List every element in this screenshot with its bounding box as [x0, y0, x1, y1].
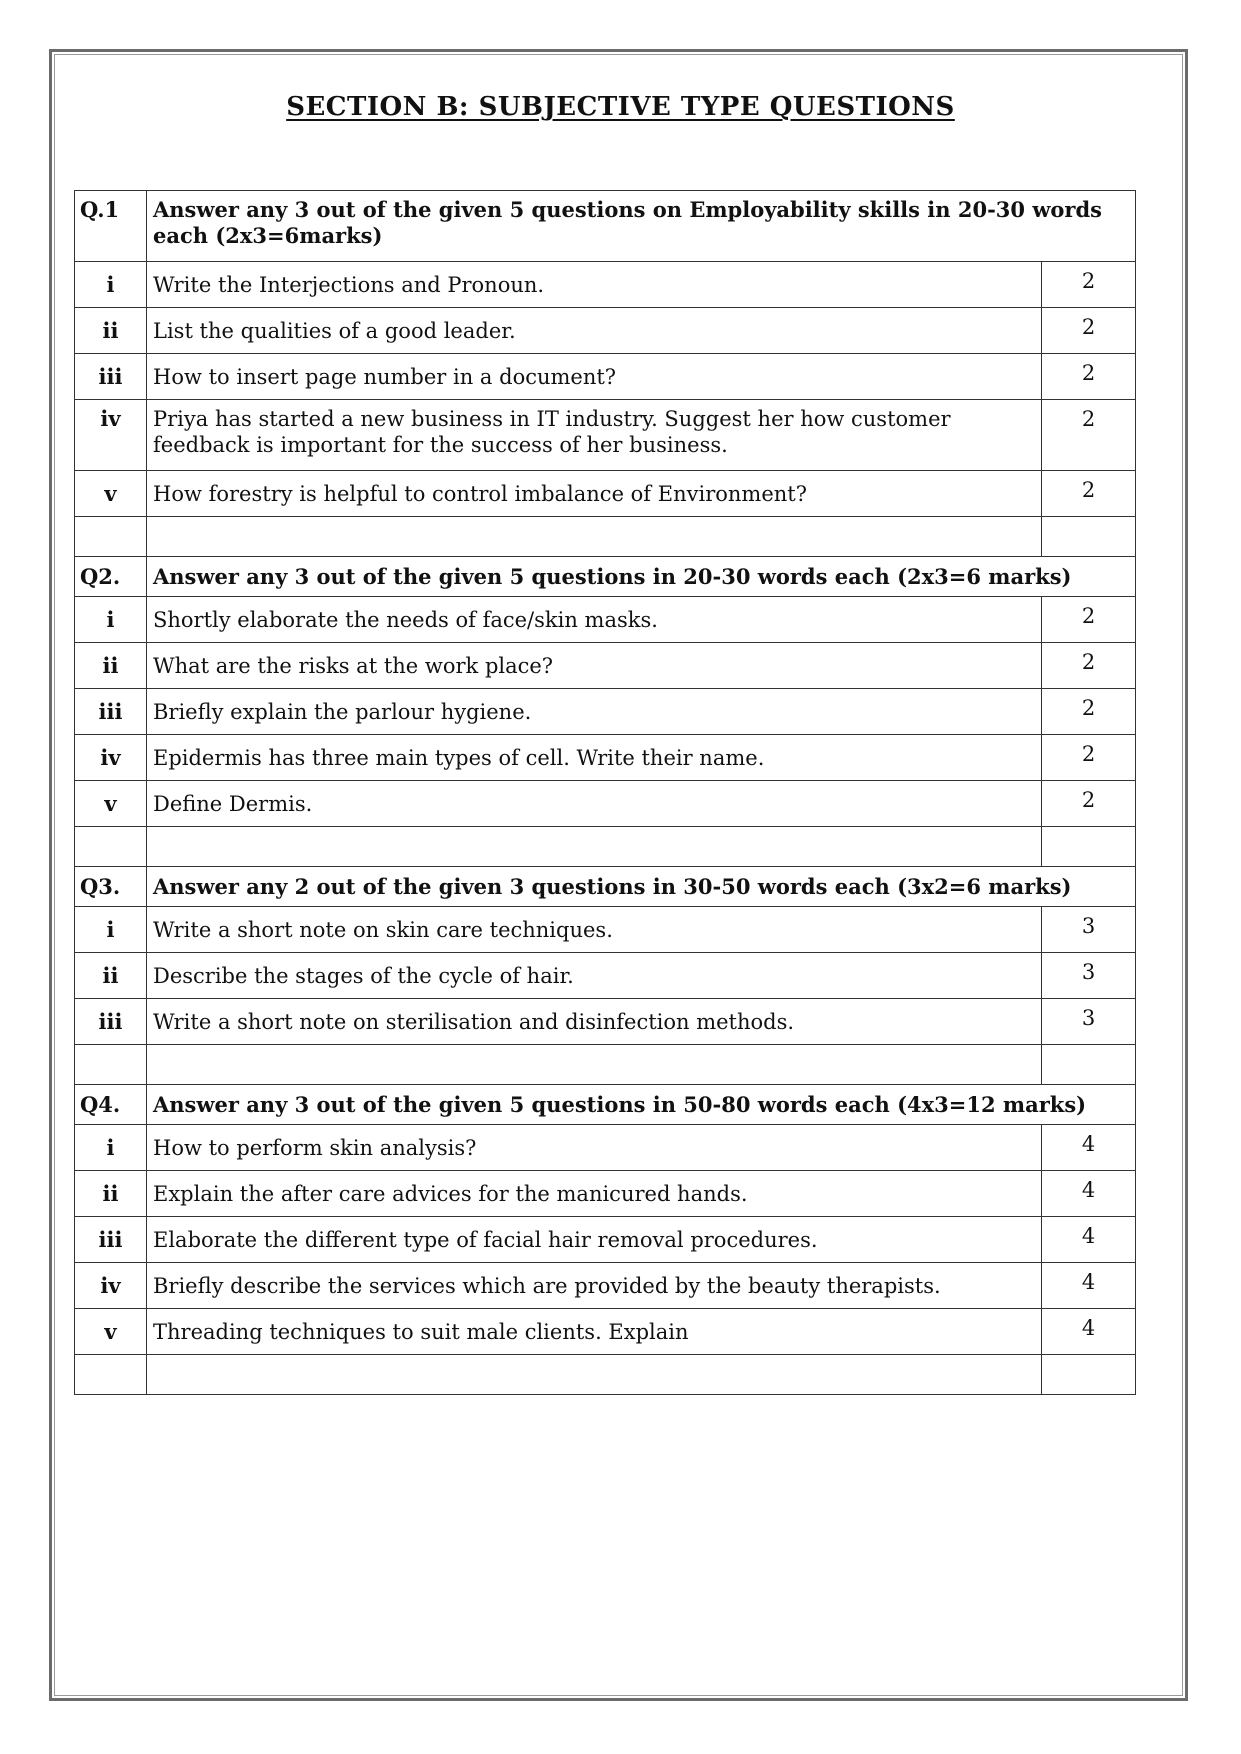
question-number: Q4.: [75, 1085, 147, 1125]
item-number: i: [75, 597, 147, 643]
item-number: v: [75, 781, 147, 827]
item-marks: 4: [1042, 1171, 1136, 1217]
question-instruction: Answer any 3 out of the given 5 questions in 20-30 words each (2x3=6 marks): [147, 557, 1136, 597]
item-number: ii: [75, 953, 147, 999]
blank-cell: [75, 827, 147, 867]
item-number: iv: [75, 1263, 147, 1309]
question-item-row: [75, 471, 1136, 517]
question-item-row: [75, 953, 1136, 999]
item-marks: 2: [1042, 471, 1136, 517]
item-text: How to perform skin analysis?: [147, 1125, 1042, 1171]
blank-cell: [1042, 1355, 1136, 1395]
item-text: Elaborate the different type of facial hair removal procedures.: [147, 1217, 1042, 1263]
question-item-row: [75, 735, 1136, 781]
question-item-row: [75, 1263, 1136, 1309]
question-item-row: [75, 643, 1136, 689]
item-number: iii: [75, 354, 147, 400]
blank-cell: [1042, 827, 1136, 867]
item-text: List the qualities of a good leader.: [147, 308, 1042, 354]
item-text: Epidermis has three main types of cell. Write their name.: [147, 735, 1042, 781]
blank-cell: [1042, 1045, 1136, 1085]
item-text: Write a short note on skin care techniques.: [147, 907, 1042, 953]
item-number: iii: [75, 999, 147, 1045]
question-item-row: [75, 308, 1136, 354]
question-instruction: Answer any 2 out of the given 3 questions in 30-50 words each (3x2=6 marks): [147, 867, 1136, 907]
question-item-row: [75, 907, 1136, 953]
question-item-row: [75, 1171, 1136, 1217]
question-item-row: [75, 262, 1136, 308]
question-number: Q3.: [75, 867, 147, 907]
item-number: iii: [75, 689, 147, 735]
item-text: Briefly describe the services which are provided by the beauty therapists.: [147, 1263, 1042, 1309]
item-marks: 2: [1042, 400, 1136, 471]
question-item-row: [75, 1309, 1136, 1355]
item-marks: 4: [1042, 1309, 1136, 1355]
question-item-row: [75, 400, 1136, 471]
item-number: v: [75, 471, 147, 517]
item-marks: 3: [1042, 999, 1136, 1045]
item-number: i: [75, 262, 147, 308]
blank-row: [75, 1355, 1136, 1395]
item-text: Explain the after care advices for the manicured hands.: [147, 1171, 1042, 1217]
item-marks: 3: [1042, 953, 1136, 999]
item-number: i: [75, 907, 147, 953]
blank-cell: [1042, 517, 1136, 557]
blank-cell: [75, 1355, 147, 1395]
question-number: Q.1: [75, 191, 147, 262]
item-marks: 2: [1042, 308, 1136, 354]
item-text: How forestry is helpful to control imbalance of Environment?: [147, 471, 1042, 517]
item-number: iv: [75, 735, 147, 781]
item-text: Describe the stages of the cycle of hair.: [147, 953, 1042, 999]
blank-row: [75, 1045, 1136, 1085]
item-text: Threading techniques to suit male clients. Explain: [147, 1309, 1042, 1355]
item-text: Shortly elaborate the needs of face/skin masks.: [147, 597, 1042, 643]
item-text: How to insert page number in a document?: [147, 354, 1042, 400]
item-marks: 2: [1042, 689, 1136, 735]
question-header-row: [75, 867, 1136, 907]
item-marks: 4: [1042, 1125, 1136, 1171]
item-marks: 4: [1042, 1217, 1136, 1263]
item-marks: 2: [1042, 597, 1136, 643]
question-header-row: [75, 1085, 1136, 1125]
question-item-row: [75, 1125, 1136, 1171]
question-item-row: [75, 354, 1136, 400]
question-item-row: [75, 597, 1136, 643]
blank-cell: [75, 1045, 147, 1085]
item-text: What are the risks at the work place?: [147, 643, 1042, 689]
question-instruction: Answer any 3 out of the given 5 questions in 50-80 words each (4x3=12 marks): [147, 1085, 1136, 1125]
item-text: Define Dermis.: [147, 781, 1042, 827]
section-title: SECTION B: SUBJECTIVE TYPE QUESTIONS: [286, 92, 955, 122]
question-number: Q2.: [75, 557, 147, 597]
item-number: v: [75, 1309, 147, 1355]
question-header-row: [75, 557, 1136, 597]
blank-row: [75, 827, 1136, 867]
blank-cell: [147, 517, 1042, 557]
question-item-row: [75, 1217, 1136, 1263]
item-marks: 2: [1042, 735, 1136, 781]
item-marks: 2: [1042, 781, 1136, 827]
item-number: ii: [75, 643, 147, 689]
question-item-row: [75, 781, 1136, 827]
item-number: ii: [75, 1171, 147, 1217]
questions-table: [74, 190, 1136, 1395]
question-instruction: Answer any 3 out of the given 5 questions on Employability skills in 20-30 words each (2x3=6marks): [147, 191, 1136, 262]
question-item-row: [75, 689, 1136, 735]
blank-cell: [147, 1045, 1042, 1085]
item-marks: 2: [1042, 354, 1136, 400]
item-marks: 4: [1042, 1263, 1136, 1309]
blank-row: [75, 517, 1136, 557]
blank-cell: [147, 827, 1042, 867]
item-text: Briefly explain the parlour hygiene.: [147, 689, 1042, 735]
item-text: Priya has started a new business in IT industry. Suggest her how customer feedback is important for the success of her business.: [147, 400, 1042, 471]
item-number: i: [75, 1125, 147, 1171]
blank-cell: [147, 1355, 1042, 1395]
item-number: iv: [75, 400, 147, 471]
blank-cell: [75, 517, 147, 557]
item-number: ii: [75, 308, 147, 354]
item-text: Write the Interjections and Pronoun.: [147, 262, 1042, 308]
item-marks: 3: [1042, 907, 1136, 953]
item-marks: 2: [1042, 643, 1136, 689]
item-text: Write a short note on sterilisation and disinfection methods.: [147, 999, 1042, 1045]
question-header-row: [75, 191, 1136, 262]
item-marks: 2: [1042, 262, 1136, 308]
question-item-row: [75, 999, 1136, 1045]
item-number: iii: [75, 1217, 147, 1263]
